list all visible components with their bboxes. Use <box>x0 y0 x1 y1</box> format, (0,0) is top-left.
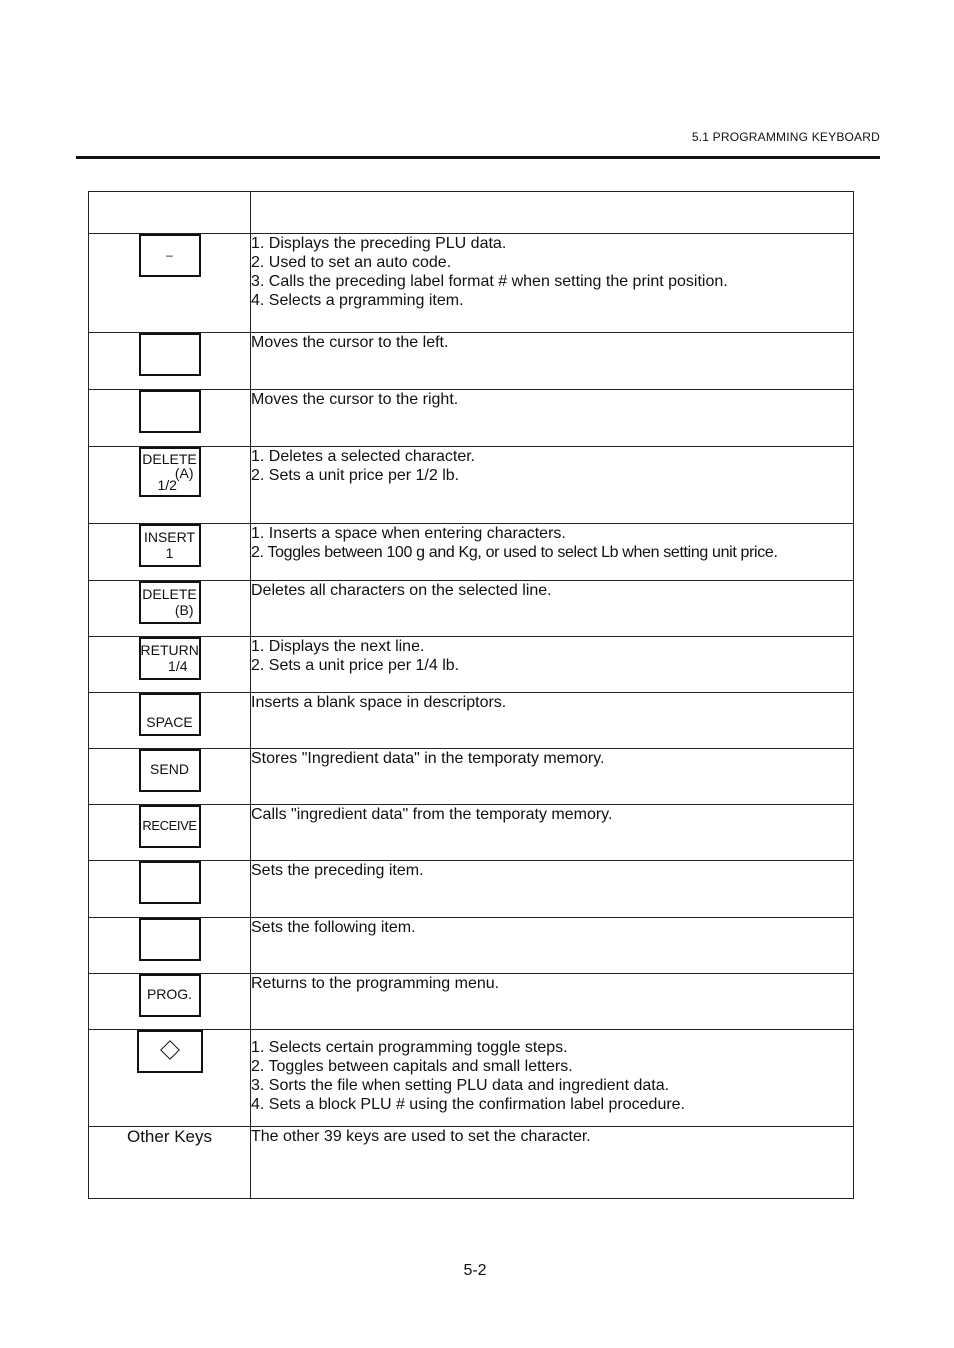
description-line: 3. Sorts the file when setting PLU data and ingredient data. <box>251 1077 670 1094</box>
description-cell <box>251 234 854 333</box>
description-line: Inserts a blank space in descriptors. <box>251 694 507 711</box>
table-row <box>89 234 854 333</box>
key-label: SPACE <box>146 714 193 730</box>
table-row <box>89 693 854 749</box>
key-cell <box>89 333 251 390</box>
key-sublabel: 1/2 <box>157 477 177 493</box>
key-cell: Other Keys <box>89 1127 251 1199</box>
table-row <box>89 390 854 447</box>
key-cell <box>89 974 251 1030</box>
key-cell <box>89 390 251 447</box>
key-cell <box>89 693 251 749</box>
key-cell <box>89 581 251 637</box>
key-send <box>139 749 201 792</box>
table-row <box>89 447 854 524</box>
key-receive <box>139 805 201 848</box>
description-cell <box>251 333 854 390</box>
description-line: 4. Sets a block PLU # using the confirmation label procedure. <box>251 1096 686 1113</box>
key-label: SEND <box>150 761 189 777</box>
table-row <box>89 805 854 861</box>
key-label: RECEIVE <box>142 818 197 833</box>
key-label: INSERT <box>143 529 196 545</box>
key-minus <box>139 234 201 277</box>
description-line: 1. Displays the preceding PLU data. <box>251 235 507 252</box>
description-line: 2. Toggles between 100 g and Kg, or used to select Lb when setting unit price. <box>251 544 778 561</box>
description-cell <box>251 637 854 693</box>
key-label: DELETE <box>142 586 197 602</box>
table-row <box>89 749 854 805</box>
key-cell <box>89 524 251 581</box>
description-line: 1. Displays the next line. <box>251 638 425 655</box>
description-line: Sets the preceding item. <box>251 862 424 879</box>
description-cell <box>251 1127 854 1199</box>
description-line: 2. Used to set an auto code. <box>251 254 452 271</box>
description-cell <box>251 693 854 749</box>
description-line: 2. Sets a unit price per 1/2 lb. <box>251 467 460 484</box>
key-cursor-right <box>139 390 201 433</box>
description-cell <box>251 524 854 581</box>
description-line: Deletes all characters on the selected line. <box>251 582 552 599</box>
table-row <box>89 974 854 1030</box>
table-row <box>89 918 854 974</box>
table-row <box>89 1127 854 1199</box>
description-line: 3. Calls the preceding label format # when setting the print position. <box>251 273 728 290</box>
description-line: 1. Deletes a selected character. <box>251 448 476 465</box>
key-cell <box>89 1030 251 1127</box>
page-number: 5-2 <box>463 1262 487 1279</box>
key-diamond <box>137 1030 203 1073</box>
table-row <box>89 861 854 918</box>
key-insert <box>139 524 201 567</box>
key-cell <box>89 918 251 974</box>
table-row <box>89 524 854 581</box>
description-line: 4. Selects a prgramming item. <box>251 292 464 309</box>
key-cell <box>89 861 251 918</box>
header-rule <box>76 156 880 159</box>
description-line: Moves the cursor to the right. <box>251 391 459 408</box>
description-line: 1. Inserts a space when entering characters. <box>251 525 566 542</box>
key-function-table <box>88 191 854 1199</box>
description-cell <box>251 581 854 637</box>
key-label: – <box>166 248 173 262</box>
key-sublabel: (A) <box>174 465 194 481</box>
description-line: Sets the following item. <box>251 919 416 936</box>
key-sublabel: (B) <box>174 602 194 618</box>
description-line: Calls "ingredient data" from the temporaty memory. <box>251 806 613 823</box>
table-row <box>89 333 854 390</box>
key-item-down <box>139 918 201 961</box>
description-line: 2. Toggles between capitals and small letters. <box>251 1058 573 1075</box>
key-label: PROG. <box>146 986 193 1002</box>
key-cell <box>89 637 251 693</box>
description-cell <box>251 1030 854 1127</box>
key-return <box>139 637 201 680</box>
description-cell <box>251 918 854 974</box>
description-line: 2. Sets a unit price per 1/4 lb. <box>251 657 460 674</box>
key-cell <box>89 805 251 861</box>
description-cell <box>251 390 854 447</box>
key-cell <box>89 234 251 333</box>
key-prog <box>139 974 201 1017</box>
key-item-up <box>139 861 201 904</box>
description-cell <box>251 974 854 1030</box>
key-cell <box>89 447 251 524</box>
description-cell <box>251 447 854 524</box>
section-title: 5.1 PROGRAMMING KEYBOARD <box>691 130 880 144</box>
key-label: RETURN <box>140 642 199 658</box>
table-header-row <box>89 192 854 234</box>
description-cell <box>251 805 854 861</box>
description-line: 1. Selects certain programming toggle steps. <box>251 1039 568 1056</box>
key-delete-a <box>139 447 201 497</box>
key-space <box>139 693 201 736</box>
description-line: The other 39 keys are used to set the character. <box>251 1128 591 1145</box>
description-line: Stores "Ingredient data" in the temporaty memory. <box>251 750 605 767</box>
description-cell <box>251 861 854 918</box>
table-row <box>89 581 854 637</box>
key-sublabel: 1 <box>165 545 174 561</box>
key-cell <box>89 749 251 805</box>
table-row <box>89 1030 854 1127</box>
description-line: Returns to the programming menu. <box>251 975 500 992</box>
key-label: DELETE <box>142 451 197 467</box>
header-description-cell <box>251 192 854 234</box>
key-sublabel: 1/4 <box>168 658 188 674</box>
key-delete-b <box>139 581 201 624</box>
diamond-icon <box>160 1040 180 1060</box>
table-row <box>89 637 854 693</box>
description-line: Moves the cursor to the left. <box>251 334 449 351</box>
description-cell <box>251 749 854 805</box>
header-key-cell <box>89 192 251 234</box>
key-cursor-left <box>139 333 201 376</box>
